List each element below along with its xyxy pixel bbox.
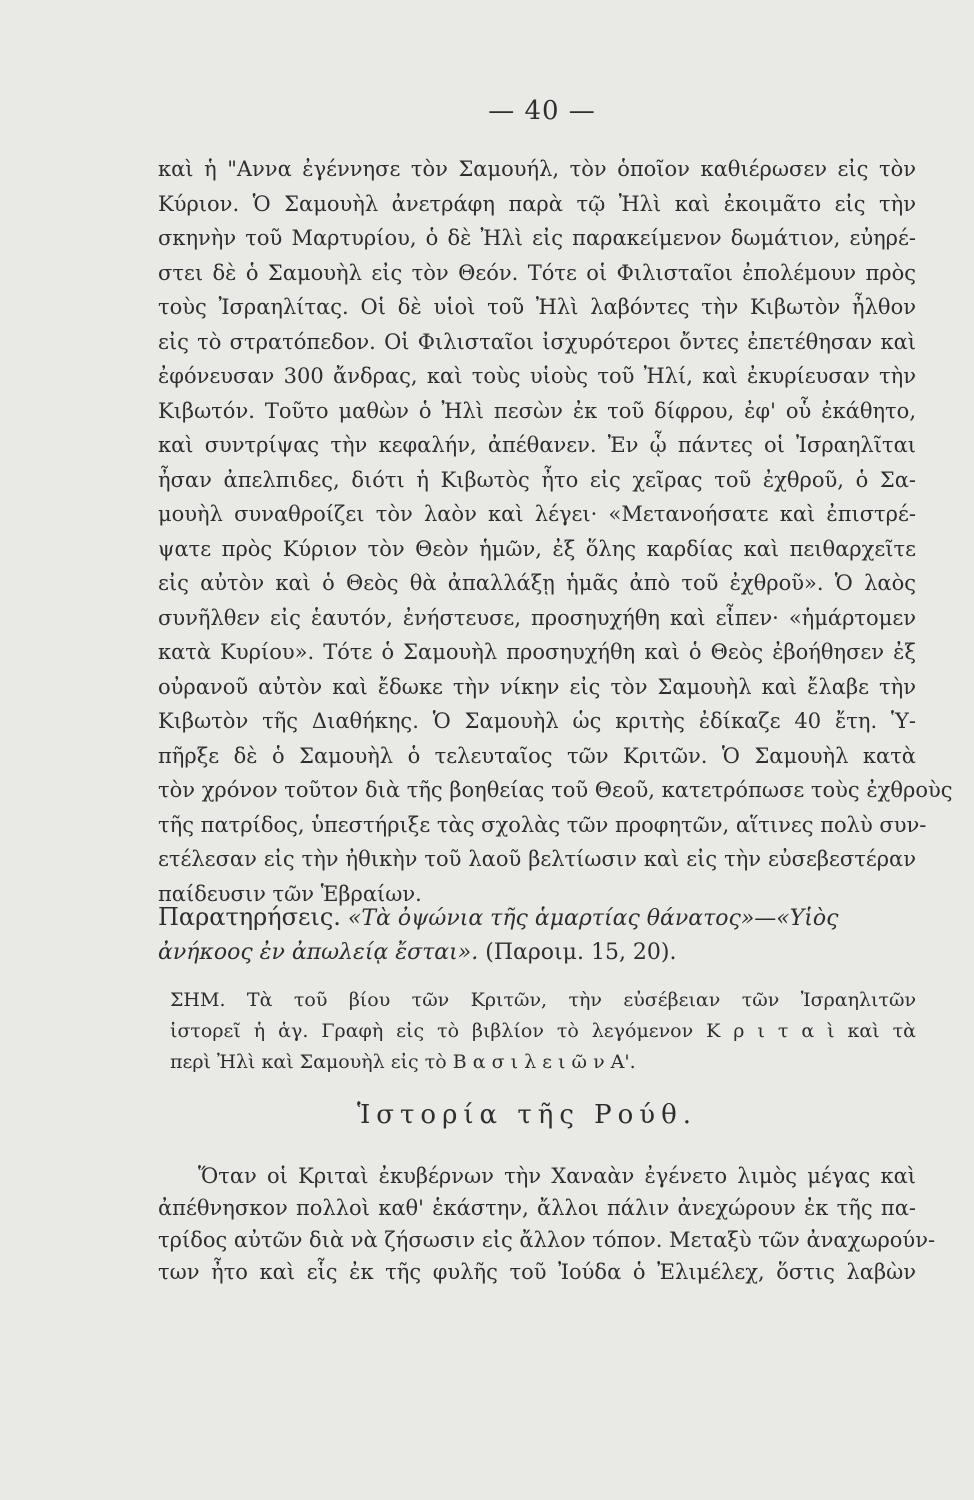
text-line: εἰς τὸ στρατόπεδον. Οἱ Φιλισταῖοι ἰσχυρότεροι ὄντες ἐπετέθησαν καὶ bbox=[158, 329, 916, 354]
remarks-quote-1: «Τὰ ὀψώνια τῆς ἁμαρτίας θάνατος» bbox=[347, 906, 755, 931]
text-line: Κιβωτὸν τῆς Διαθήκης. Ὁ Σαμουὴλ ὡς κριτὴς ἐδίκαζε 40 ἔτη. Ὑ- bbox=[158, 709, 916, 733]
text-line: Κιβωτόν. Τοῦτο μαθὼν ὁ Ἠλὶ πεσὼν ἐκ τοῦ δίφρου, ἐφ' οὗ ἐκάθητο, bbox=[158, 398, 916, 423]
text-line: παίδευσιν τῶν Ἑβραίων. bbox=[158, 881, 422, 906]
text-line: ψατε πρὸς Κύριον τὸν Θεὸν ἡμῶν, ἐξ ὅλης καρδίας καὶ πειθαρχεῖτε bbox=[158, 536, 916, 561]
text-line: οὐρανοῦ αὐτὸν καὶ ἔδωκε τὴν νίκην εἰς τὸν Σαμουὴλ καὶ ἔλαβε τὴν bbox=[158, 674, 916, 699]
text-line: πῆρξε δὲ ὁ Σαμουὴλ ὁ τελευταῖος τῶν Κριτῶν. Ὁ Σαμουὴλ κατὰ bbox=[158, 743, 916, 768]
remarks-quote-2a: «Υἱὸς bbox=[776, 906, 839, 931]
text-line: ἀπέθνησκον πολλοὶ καθ' ἑκάστην, ἄλλοι πάλιν ἀνεχώρουν ἐκ τῆς πα- bbox=[158, 1196, 916, 1220]
text-line: των ἦτο καὶ εἷς ἐκ τῆς φυλῆς τοῦ Ἰούδα ὁ Ἐλιμέλεχ, ὅστις λαβὼν bbox=[158, 1260, 916, 1284]
remarks-reference: (Παροιμ. 15, 20). bbox=[485, 940, 677, 965]
text-line: στει δὲ ὁ Σαμουὴλ εἰς τὸν Θεόν. Τότε οἱ Φιλισταῖοι ἐπολέμουν πρὸς bbox=[158, 260, 916, 285]
body-paragraph bbox=[158, 152, 953, 911]
note-block bbox=[170, 985, 916, 1078]
text-line: τῆς πατρίδος, ὑπεστήριξε τὰς σχολὰς τῶν προφητῶν, αἵτινες πολὺ συν- bbox=[158, 812, 927, 837]
text-line: τοὺς Ἰσραηλίτας. Οἱ δὲ υἱοὶ τοῦ Ἠλὶ λαβόντες τὴν Κιβωτὸν ἦλθον bbox=[158, 295, 916, 319]
text-line: κατὰ Κυρίου». Τότε ὁ Σαμουὴλ προσηυχήθη καὶ ὁ Θεὸς ἐβοήθησεν ἐξ bbox=[158, 640, 916, 664]
text-line: Ὅταν οἱ Κριταὶ ἐκυβέρνων τὴν Χαναὰν ἐγένετο λιμὸς μέγας καὶ bbox=[198, 1164, 916, 1188]
remarks-quote-2b: ἀνήκοος ἐν ἀπωλείᾳ ἔσται». bbox=[158, 940, 479, 965]
text-line: σκηνὴν τοῦ Μαρτυρίου, ὁ δὲ Ἠλὶ εἰς παρακείμενον δωμάτιον, εὐηρέ- bbox=[158, 226, 916, 250]
text-line: μουὴλ συναθροίζει τὸν λαὸν καὶ λέγει· «Μετανοήσατε καὶ ἐπιστρέ- bbox=[158, 502, 916, 526]
remarks-label: Παρατηρήσεις. bbox=[158, 903, 341, 931]
text-line: τρίδος αὐτῶν διὰ νὰ ζήσωσιν εἰς ἄλλον τόπον. Μεταξὺ τῶν ἀναχωρούν- bbox=[158, 1228, 936, 1252]
text-line: ἦσαν ἀπελπιδες, διότι ἡ Κιβωτὸς ἦτο εἰς χεῖρας τοῦ ἐχθροῦ, ὁ Σα- bbox=[158, 467, 916, 492]
section-paragraph bbox=[158, 1160, 936, 1288]
note-line: ἱστορεῖ ἡ ἁγ. Γραφὴ εἰς τὸ βιβλίον τὸ λεγόμενον Κ ρ ι τ α ὶ καὶ τὰ bbox=[170, 1020, 916, 1042]
page-number: — 40 — bbox=[488, 96, 596, 126]
text-line: συνῆλθεν εἰς ἑαυτόν, ἐνήστευσε, προσηυχήθη καὶ εἶπεν· «ἡμάρτομεν bbox=[158, 605, 916, 630]
text-line: Κύριον. Ὁ Σαμουὴλ ἀνετράφη παρὰ τῷ Ἠλὶ καὶ ἐκοιμᾶτο εἰς τὴν bbox=[158, 191, 916, 216]
text-line: καὶ συντρίψας τὴν κεφαλήν, ἀπέθανεν. Ἐν ᾧ πάντες οἱ Ἰσραηλῖται bbox=[158, 433, 916, 457]
remarks-dash: — bbox=[754, 906, 777, 931]
text-line: καὶ ἡ "Αννα ἐγέννησε τὸν Σαμουήλ, τὸν ὁποῖον καθιέρωσεν εἰς τὸν bbox=[158, 157, 916, 181]
text-line: τὸν χρόνον τοῦτον διὰ τῆς βοηθείας τοῦ Θεοῦ, κατετρόπωσε τοὺς ἐχθροὺς bbox=[158, 778, 953, 802]
remarks-block bbox=[158, 900, 916, 970]
text-line: ετέλεσαν εἰς τὴν ἠθικὴν τοῦ λαοῦ βελτίωσιν καὶ εἰς τὴν εὐσεβεστέραν bbox=[158, 847, 916, 871]
note-line: περὶ Ἠλὶ καὶ Σαμουὴλ εἰς τὸ Β α σ ι λ ε ι ῶ ν Α'. bbox=[170, 1051, 636, 1073]
text-line: εἰς αὐτὸν καὶ ὁ Θεὸς θὰ ἀπαλλάξῃ ἡμᾶς ἀπὸ τοῦ ἐχθροῦ». Ὁ λαὸς bbox=[158, 571, 916, 595]
section-title: Ἱστορία τῆς Ρούθ. bbox=[356, 1100, 698, 1130]
note-line: ΣΗΜ. Τὰ τοῦ βίου τῶν Κριτῶν, τὴν εὐσέβειαν τῶν Ἰσραηλιτῶν bbox=[170, 989, 916, 1011]
text-line: ἐφόνευσαν 300 ἄνδρας, καὶ τοὺς υἱοὺς τοῦ Ἠλί, καὶ ἐκυρίευσαν τὴν bbox=[158, 364, 916, 388]
